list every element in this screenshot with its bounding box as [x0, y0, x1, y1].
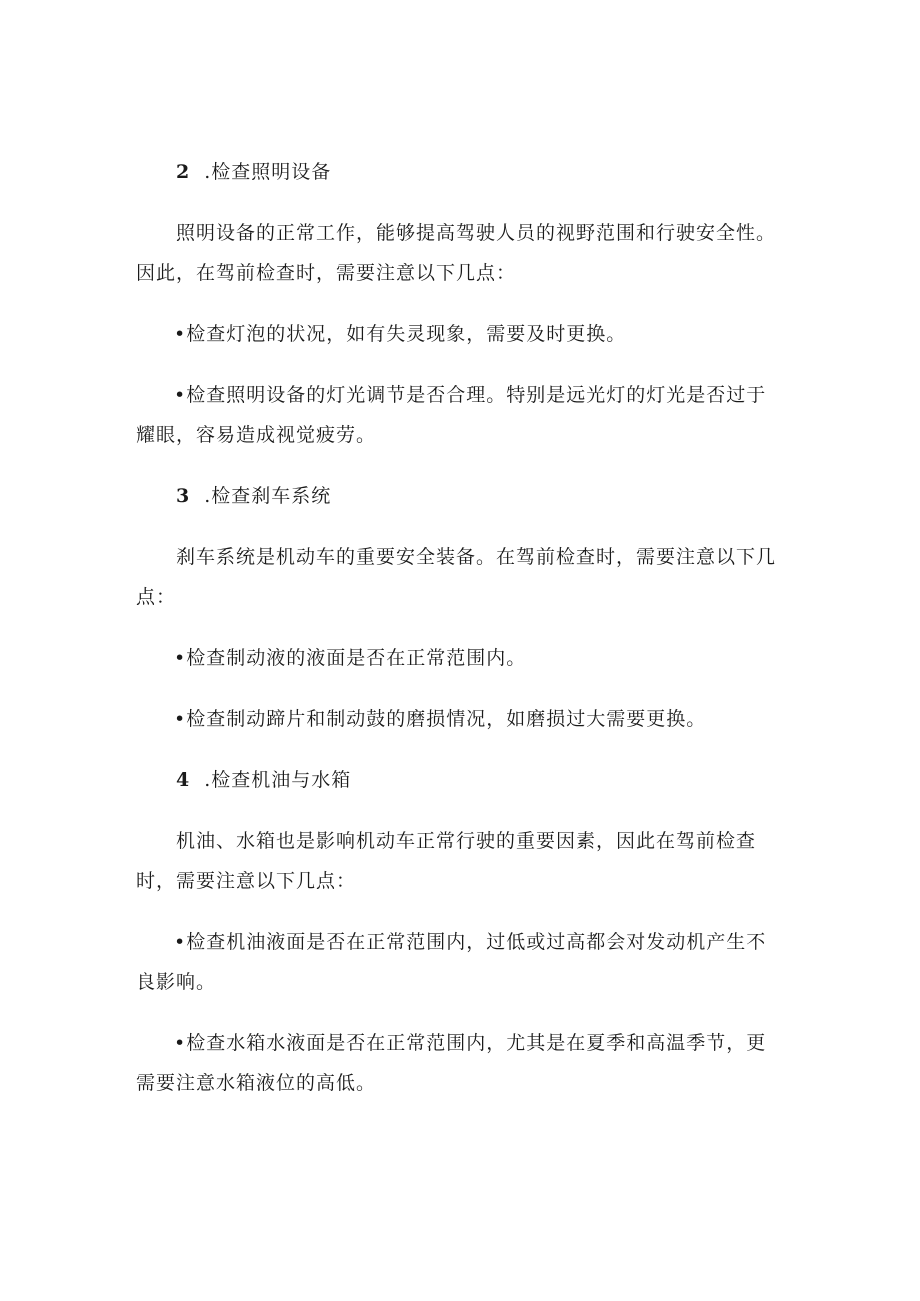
section-intro-lighting: 照明设备的正常工作，能够提高驾驶人员的视野范围和行驶安全性。因此，在驾前检查时，需要注意以下几点： — [136, 222, 777, 284]
section-title: .检查照明设备 — [204, 161, 332, 183]
section-heading-oil-radiator — [136, 760, 786, 800]
bullet-item: •检查水箱水液面是否在正常范围内，尤其是在夏季和高温季节，更需要注意水箱液位的高低。 — [136, 1032, 767, 1094]
section-heading-brakes — [136, 476, 786, 516]
section-intro-brakes: 刹车系统是机动车的重要安全装备。在驾前检查时，需要注意以下几点： — [136, 546, 777, 608]
section-heading-lighting — [136, 152, 786, 192]
bullet-item: •检查制动液的液面是否在正常范围内。 — [174, 647, 527, 669]
section-number: 4 — [176, 769, 191, 791]
document-body — [136, 152, 786, 1124]
section-intro-oil-radiator: 机油、水箱也是影响机动车正常行驶的重要因素，因此在驾前检查时，需要注意以下几点： — [136, 830, 757, 892]
bullet-item: •检查机油液面是否在正常范围内，过低或过高都会对发动机产生不良影响。 — [136, 931, 767, 993]
bullet-item: •检查制动蹄片和制动鼓的磨损情况，如磨损过大需要更换。 — [174, 708, 707, 730]
bullet-item: •检查照明设备的灯光调节是否合理。特别是远光灯的灯光是否过于耀眼，容易造成视觉疲劳。 — [136, 384, 767, 446]
bullet-item: •检查灯泡的状况，如有失灵现象，需要及时更换。 — [174, 323, 627, 345]
section-number: 3 — [176, 485, 191, 507]
section-title: .检查刹车系统 — [204, 485, 332, 507]
section-title: .检查机油与水箱 — [204, 769, 352, 791]
section-number: 2 — [176, 161, 191, 183]
